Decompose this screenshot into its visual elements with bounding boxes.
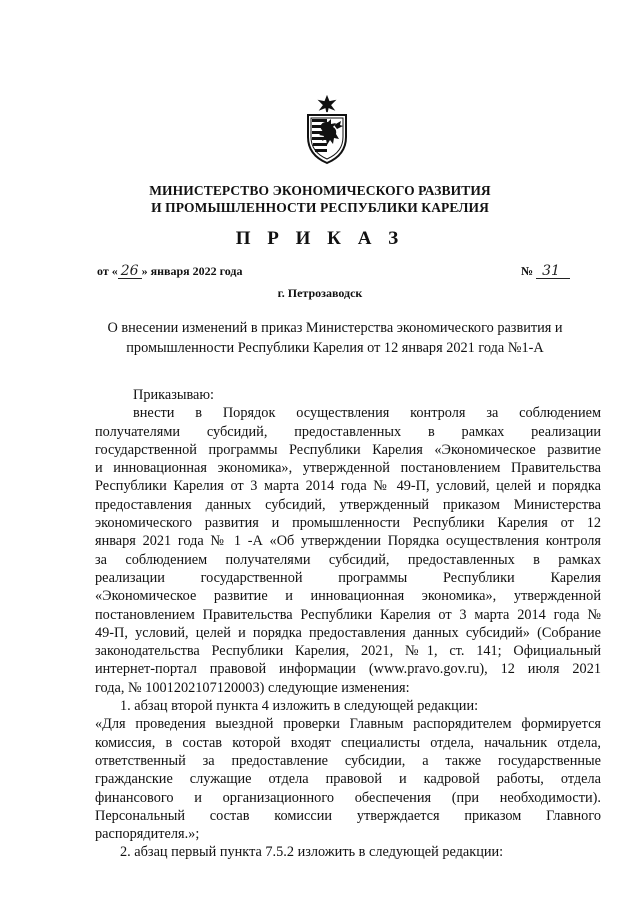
body-line: Приказываю: — [133, 387, 215, 403]
date-day-handwritten: 26 — [118, 264, 142, 279]
body-line: государственной программы Республики Карелия «Экономическое развитие — [95, 441, 601, 458]
ministry-line-1: МИНИСТЕРСТВО ЭКОНОМИЧЕСКОГО РАЗВИТИЯ — [149, 183, 491, 198]
body-line: Персональный состав комиссии утверждается приказом Главного — [95, 807, 601, 824]
document-type-title: П Р И К А З — [235, 228, 405, 249]
body-line: Республики Карелия от 3 марта 2014 года № 49-П, условий, целей и порядка — [95, 478, 601, 495]
body-line: законодательства Республики Карелия, 2021, №1, ст. 141; Официальный — [95, 643, 601, 660]
body-line: финансового и организационного обеспечения (при необходимости). — [95, 789, 601, 806]
body-line: получателями субсидий, предоставленных в рамках реализации — [95, 423, 601, 440]
ministry-line-2: И ПРОМЫШЛЕННОСТИ РЕСПУБЛИКИ КАРЕЛИЯ — [151, 200, 489, 215]
number-value-handwritten: 31 — [536, 264, 570, 279]
body-line: предоставления данных субсидий, утвержденный приказом Министерства — [95, 496, 601, 513]
ministry-name — [0, 182, 640, 216]
body-line: интернет-портал правовой информации (www.pravo.gov.ru), 12 июля 2021 — [95, 661, 601, 678]
order-date — [97, 264, 243, 279]
body-line: 2. абзац первый пункта 7.5.2 изложить в следующей редакции: — [120, 844, 504, 861]
body-line: внести в Порядок осуществления контроля за соблюдением — [133, 405, 601, 422]
city: г. Петрозаводск — [277, 286, 363, 300]
body-line: распорядителя.»; — [95, 826, 200, 843]
body-line: 49-П, условий, целей и порядка предоставления данных субсидий» (Собрание — [95, 624, 601, 641]
body-line: года, № 1001202107120003) следующие изменения: — [95, 679, 410, 696]
body-line: «Экономическое развитие и инновационная экономика», утвержденной — [95, 588, 601, 605]
body-line: гражданские служащие отдела правовой и кадровой работы, отдела — [95, 771, 601, 788]
body-line: «Для проведения выездной проверки Главным распорядителем формируется — [95, 716, 601, 733]
body-line: января 2021 года № 1 -А «Об утверждении Порядка осуществления контроля — [95, 533, 601, 550]
order-subject — [95, 318, 575, 358]
body-line: и инновационная экономика», утвержденной постановлением Правительства — [95, 460, 601, 477]
subject-line-1: О внесении изменений в приказ Министерства экономического развития и — [107, 320, 563, 336]
order-number — [521, 264, 570, 279]
date-prefix: от « — [97, 264, 118, 278]
body-line: постановлением Правительства Республики Карелия от 3 марта 2014 года № — [95, 606, 601, 623]
number-prefix: № — [521, 264, 534, 278]
body-line: экономического развития и промышленности Республики Карелия от 12 — [95, 515, 601, 532]
body-line: за соблюдением получателями субсидий, предоставленных в рамках — [95, 551, 601, 568]
body-line: ответственный за предоставление субсидии, а также государственные — [95, 752, 601, 769]
date-suffix: » января 2022 года — [141, 264, 243, 278]
body-line: 1. абзац второй пункта 4 изложить в следующей редакции: — [120, 698, 479, 715]
karelia-coat-of-arms-icon — [300, 95, 354, 165]
order-body — [95, 386, 601, 862]
body-line: комиссия, в состав которой входят специалисты отдела, начальник отдела, — [95, 734, 601, 751]
body-line: реализации государственной программы Республики Карелия — [95, 569, 601, 586]
subject-line-2: промышленности Республики Карелия от 12 января 2021 года №1-А — [126, 340, 544, 356]
